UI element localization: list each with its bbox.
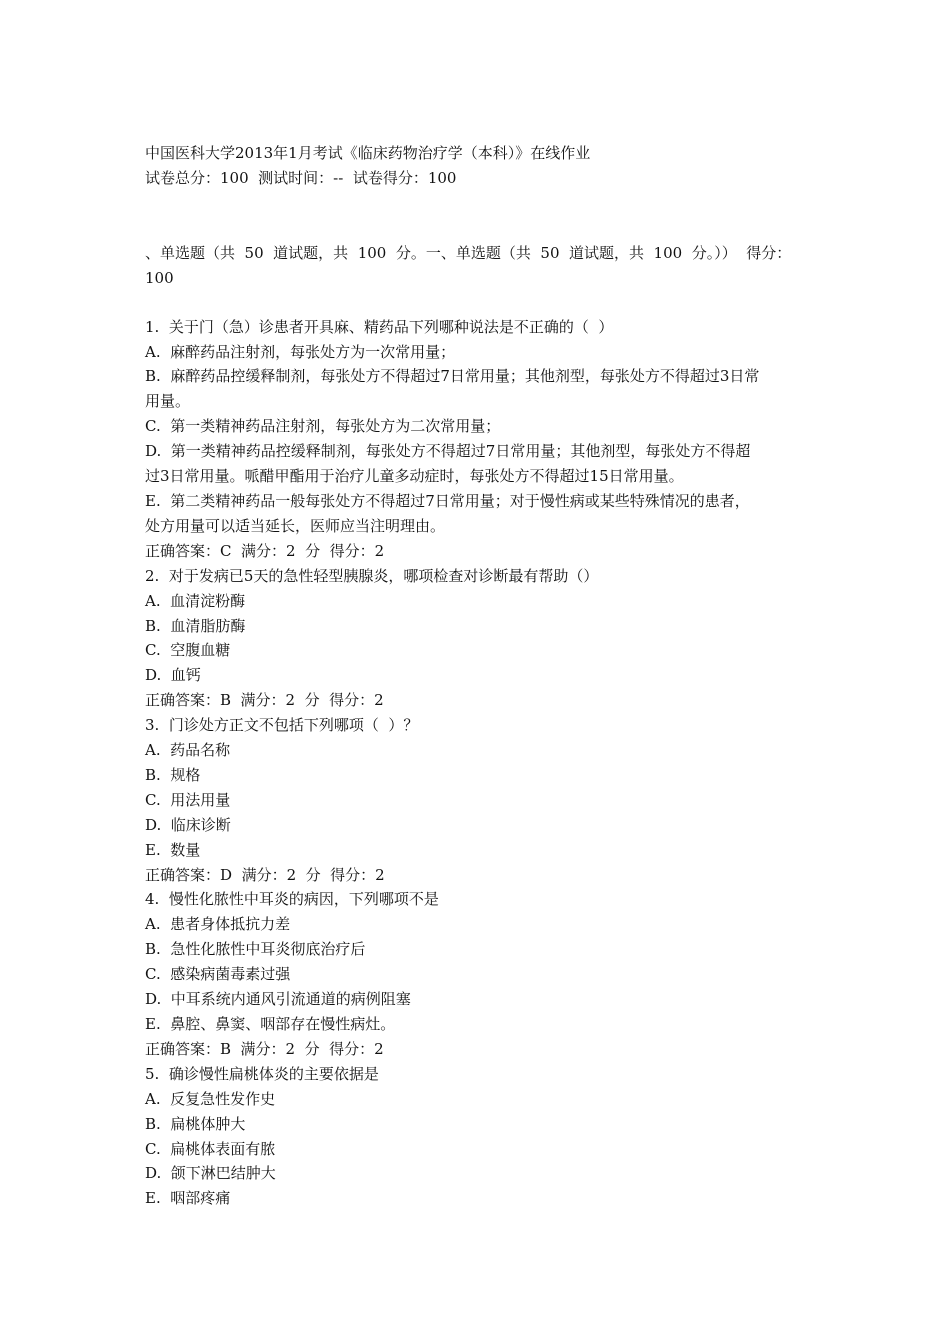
section-score: 100 bbox=[145, 268, 174, 287]
spacer bbox=[145, 191, 820, 241]
option-b: B. 血清脂肪酶 bbox=[145, 616, 246, 635]
option-d-continued: 过3日常用量。哌醋甲酯用于治疗儿童多动症时，每张处方不得超过15日常用量。 bbox=[145, 467, 684, 486]
option-a: A. 血清淀粉酶 bbox=[145, 591, 246, 610]
answer-line: 正确答案：B 满分：2 分 得分：2 bbox=[145, 1039, 384, 1058]
section-title: 、单选题（共 50 道试题，共 100 分。一、单选题（共 50 道试题，共 100 分。）） 得分： bbox=[145, 243, 792, 262]
option-d: D. 血钙 bbox=[145, 666, 201, 685]
option-e: E. 数量 bbox=[145, 840, 201, 859]
question-1 bbox=[145, 315, 820, 564]
exam-meta: 试卷总分：100 测试时间：-- 试卷得分：100 bbox=[145, 168, 457, 187]
option-b: B. 扁桃体肿大 bbox=[145, 1114, 246, 1133]
question-5 bbox=[145, 1062, 820, 1211]
option-c: C. 空腹血糖 bbox=[145, 641, 231, 660]
option-c: C. 感染病菌毒素过强 bbox=[145, 965, 291, 984]
option-b: B. 急性化脓性中耳炎彻底治疗后 bbox=[145, 940, 366, 959]
answer-line: 正确答案：B 满分：2 分 得分：2 bbox=[145, 691, 384, 710]
option-e: E. 鼻腔、鼻窦、咽部存在慢性病灶。 bbox=[145, 1015, 396, 1033]
question-3 bbox=[145, 713, 820, 887]
question-stem: 5. 确诊慢性扁桃体炎的主要依据是 bbox=[145, 1064, 379, 1083]
option-e: E. 咽部疼痛 bbox=[145, 1189, 231, 1208]
option-d: D. 中耳系统内通风引流通道的病例阻塞 bbox=[145, 990, 411, 1009]
document-title: 中国医科大学2013年1月考试《临床药物治疗学（本科）》在线作业 bbox=[145, 144, 591, 162]
question-4 bbox=[145, 887, 820, 1061]
option-d: D. 临床诊断 bbox=[145, 815, 231, 834]
option-e: E. 第二类精神药品一般每张处方不得超过7日常用量；对于慢性病或某些特殊情况的患者， bbox=[145, 491, 750, 510]
question-2 bbox=[145, 564, 820, 713]
document-page bbox=[145, 141, 820, 1211]
question-stem: 1. 关于门（急）诊患者开具麻、精药品下列哪种说法是不正确的（ ） bbox=[145, 317, 614, 336]
option-c: C. 扁桃体表面有脓 bbox=[145, 1139, 276, 1158]
answer-line: 正确答案：D 满分：2 分 得分：2 bbox=[145, 865, 385, 884]
question-stem: 2. 对于发病已5天的急性轻型胰腺炎，哪项检查对诊断最有帮助（） bbox=[145, 566, 599, 585]
option-e-continued: 处方用量可以适当延长，医师应当注明理由。 bbox=[145, 516, 446, 535]
option-b-continued: 用量。 bbox=[145, 392, 191, 411]
answer-line: 正确答案：C 满分：2 分 得分：2 bbox=[145, 541, 385, 560]
option-b: B. 麻醉药品控缓释制剂，每张处方不得超过7日常用量；其他剂型，每张处方不得超过3日常 bbox=[145, 367, 760, 386]
spacer bbox=[145, 291, 820, 315]
question-stem: 3. 门诊处方正文不包括下列哪项（ ）？ bbox=[145, 716, 419, 735]
option-a: A. 反复急性发作史 bbox=[145, 1089, 276, 1108]
option-c: C. 用法用量 bbox=[145, 790, 231, 809]
option-b: B. 规格 bbox=[145, 765, 201, 784]
option-a: A. 患者身体抵抗力差 bbox=[145, 915, 291, 934]
option-d: D. 第一类精神药品控缓释制剂，每张处方不得超过7日常用量；其他剂型，每张处方不得超 bbox=[145, 442, 751, 461]
option-d: D. 颌下淋巴结肿大 bbox=[145, 1164, 276, 1183]
option-c: C. 第一类精神药品注射剂，每张处方为二次常用量； bbox=[145, 417, 501, 436]
option-a: A. 麻醉药品注射剂，每张处方为一次常用量； bbox=[145, 342, 456, 361]
option-a: A. 药品名称 bbox=[145, 741, 231, 760]
question-stem: 4. 慢性化脓性中耳炎的病因，下列哪项不是 bbox=[145, 890, 439, 909]
